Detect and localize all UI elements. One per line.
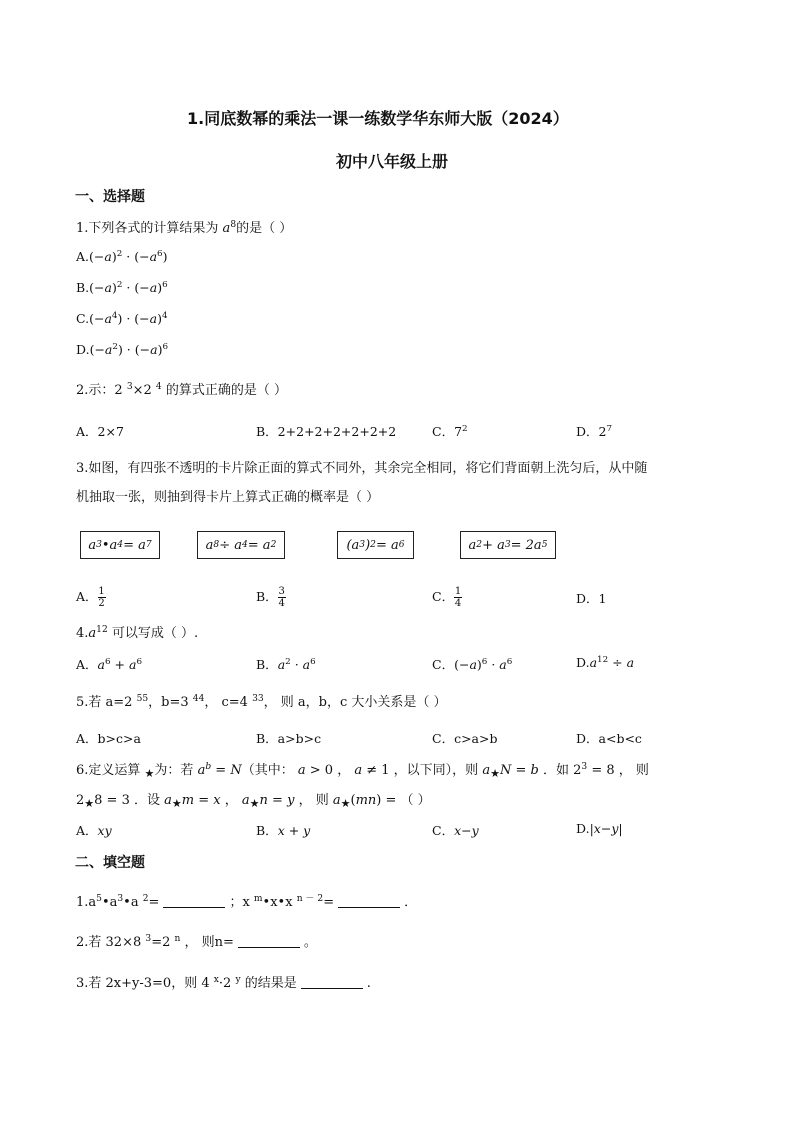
question-3-line-1: 3.如图，有四张不透明的卡片除正面的算式不同外，其余完全相同，将它们背面朝上洗匀后，从中随: [76, 461, 648, 476]
question-1-option-b[interactable]: $B.(-a)^2 \cdot (-a)^6$: [76, 280, 168, 295]
answer-blank-2[interactable]: [238, 946, 300, 948]
page-title: 1.同底数幂的乘法一课一练数学华东师大版（2024）: [187, 109, 569, 128]
question-3-option-b[interactable]: B． $\frac{3}{4}$: [256, 586, 285, 609]
question-6-line-1: 6.定义运算 $_★$为：若 $a^b = N$（其中： a > 0 ， a ≠ 1 ，以下同），则 $a_★N = b$ ．如 $2^3 = 8$ ， 则: [76, 762, 649, 780]
question-6-option-a[interactable]: A．xy: [76, 823, 112, 838]
question-1-option-d[interactable]: $D.(-a^2) \cdot (-a)^6$: [76, 342, 169, 357]
question-2-option-d[interactable]: D．$2^7$: [576, 424, 613, 439]
question-4-option-c[interactable]: C．$(-a)^6 \cdot a^6$: [432, 657, 513, 672]
question-3-option-d[interactable]: D．1: [576, 591, 607, 606]
answer-blank-1a[interactable]: [163, 906, 225, 908]
section-fill-heading: 二、填空题: [75, 855, 145, 871]
question-3-line-2: 机抽取一张，则抽到得卡片上算式正确的概率是（ ）: [76, 490, 380, 505]
question-5-option-b[interactable]: B．a>b>c: [256, 731, 322, 746]
question-2-option-b[interactable]: B．2+2+2+2+2+2+2: [256, 424, 397, 439]
section-choice-heading: 一、选择题: [75, 189, 145, 205]
card-3: (a 3 ) 2 = a 6: [337, 531, 414, 559]
question-4-option-d[interactable]: $D.a^{12} \div a$: [576, 655, 635, 670]
fill-question-1: $1.a^5•a^3•a$ $^2$= ；x $^m$•x•x $^{n - 2}$= ．: [76, 894, 418, 910]
star-operator-icon: ★: [144, 767, 155, 780]
question-2-stem: 2.示：2 $^3$×2 $^4$ 的算式正确的是（ ）: [76, 382, 287, 398]
question-4-stem: $4.a^{12}$ 可以写成（ ）.: [76, 625, 199, 641]
answer-blank-1b[interactable]: [338, 906, 400, 908]
question-3-option-a[interactable]: A． $\frac{1}{2}$: [76, 586, 105, 609]
page-subtitle: 初中八年级上册: [336, 152, 449, 171]
fill-question-3: 3.若 2x+y-3=0，则 4 $^x$·2 $^y$ 的结果是 .: [76, 975, 371, 991]
question-2-option-a[interactable]: A．2×7: [76, 424, 124, 439]
answer-blank-3[interactable]: [301, 987, 363, 989]
question-1-option-a[interactable]: $A.(-a)^2 \cdot (-a^6)$: [76, 249, 168, 264]
question-5-stem: 5.若 a=2 $^{55}$，b=3 $^{44}$， c=4 $^{33}$， 则 a，b，c 大小关系是（ ）: [76, 694, 447, 710]
question-4-option-a[interactable]: A．$a^6 + a^6$: [76, 657, 143, 672]
question-6-option-b[interactable]: B．x + y: [256, 823, 311, 838]
question-6-option-c[interactable]: C．x−y: [432, 823, 479, 838]
fill-question-2: 2.若 32×8 $^3$=2 $^n$ ， 则n= 。: [76, 934, 317, 950]
question-1-stem: 1.下列各式的计算结果为 $a^8$的是（ ）: [76, 220, 293, 236]
question-3-option-c[interactable]: C． $\frac{1}{4}$: [432, 586, 462, 609]
question-4-option-b[interactable]: B．$a^2 \cdot a^6$: [256, 657, 316, 672]
card-2: a 8 ÷ a 4 = a 2: [197, 531, 285, 559]
question-1-option-c[interactable]: $C.(-a^4) \cdot (-a)^4$: [76, 311, 168, 326]
question-5-option-c[interactable]: C．c>a>b: [432, 731, 498, 746]
card-1: a 3 •a 4 = a 7: [80, 531, 160, 559]
question-5-option-d[interactable]: D．a<b<c: [576, 731, 642, 746]
question-6-line-2: $2_★8 = 3$ ．设 $a_★m = x$ ， $a_★n = y$ ， 则 $a_★(mn)$ = （ ）: [76, 793, 431, 810]
question-2-option-c[interactable]: C．$7^2$: [432, 424, 468, 439]
question-6-option-d[interactable]: D.|x−y|: [576, 821, 623, 836]
question-5-option-a[interactable]: A．b>c>a: [76, 731, 141, 746]
card-4: a 2 + a 3 = 2a 5: [460, 531, 556, 559]
